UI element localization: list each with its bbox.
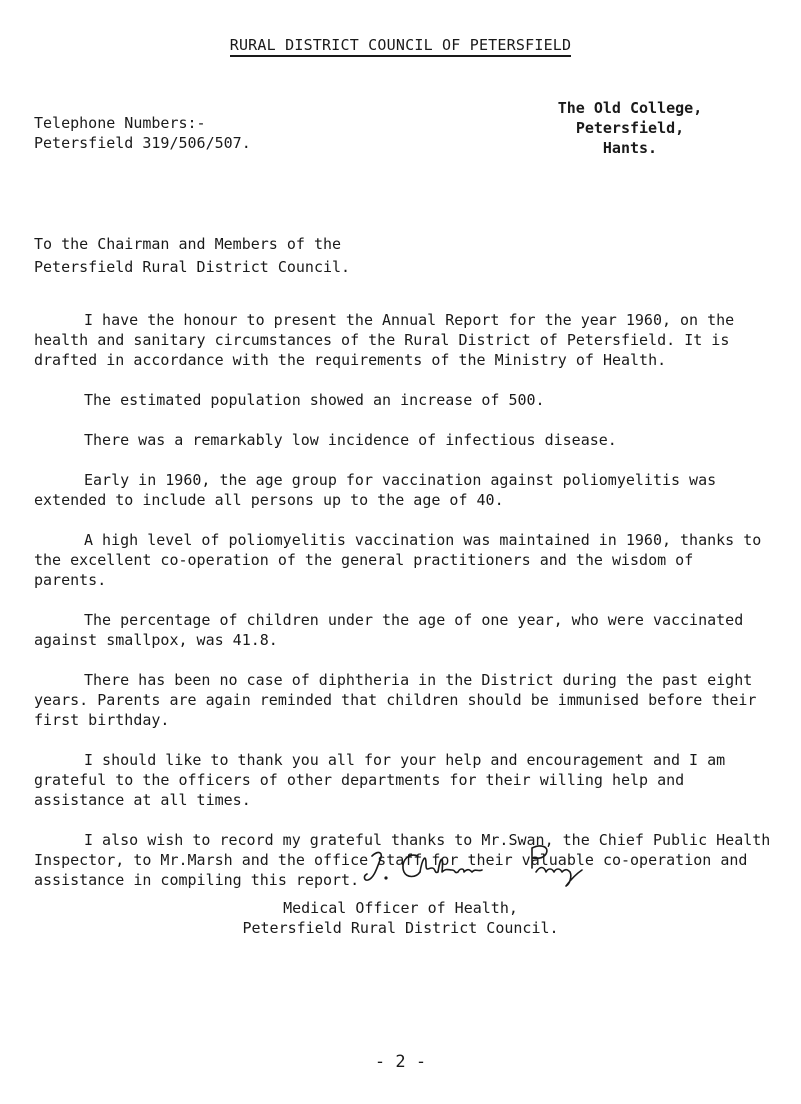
council-heading	[0, 36, 801, 54]
telephone-block	[34, 113, 251, 153]
paragraph: There has been no case of diphtheria in the District during the past eight years. Parents are again reminded that children should be immunised before their first birthday.	[34, 671, 757, 729]
paragraph: There was a remarkably low incidence of infectious disease.	[84, 431, 617, 449]
address-line-3: Hants.	[602, 139, 658, 157]
letter-body	[34, 310, 774, 910]
paragraph: A high level of poliomyelitis vaccination was maintained in 1960, thanks to the excellent co-operation of the general practitioners and the wisdom of parents.	[34, 531, 762, 589]
address-line-2: Petersfield,	[575, 119, 685, 137]
telephone-numbers: Petersfield 319/506/507.	[34, 134, 251, 152]
handwritten-signature	[360, 838, 600, 888]
address-block	[520, 98, 740, 158]
sign-off-title: Medical Officer of Health,	[283, 899, 518, 917]
paragraph: I should like to thank you all for your help and encouragement and I am grateful to the officers of other departments for their willing help and assistance at all times.	[34, 751, 726, 809]
sign-off	[0, 898, 801, 938]
salutation	[34, 233, 350, 279]
page-number: - 2 -	[374, 1052, 427, 1072]
address-line-1: The Old College,	[557, 99, 703, 117]
paragraph: I also wish to record my grateful thanks to Mr.Swan, the Chief Public Health Inspector, to Mr.Marsh and the office staff for their valuable co-operation and assistance in compiling this report.	[34, 831, 771, 889]
sign-off-council: Petersfield Rural District Council.	[242, 919, 559, 937]
council-heading-text: RURAL DISTRICT COUNCIL OF PETERSFIELD	[230, 36, 572, 57]
salutation-line-1: To the Chairman and Members of the	[34, 235, 342, 253]
paragraph: Early in 1960, the age group for vaccination against poliomyelitis was extended to include all persons up to the age of 40.	[34, 471, 717, 509]
paragraph: I have the honour to present the Annual Report for the year 1960, on the health and sanitary circumstances of the Rural District of Petersfield. It is drafted in accordance with the requirements of the Ministry of Health.	[34, 311, 735, 369]
salutation-line-2: Petersfield Rural District Council.	[34, 258, 351, 276]
telephone-label: Telephone Numbers:-	[34, 114, 206, 132]
paragraph: The percentage of children under the age of one year, who were vaccinated against smallpox, was 41.8.	[34, 611, 744, 649]
paragraph: The estimated population showed an increase of 500.	[84, 391, 545, 409]
